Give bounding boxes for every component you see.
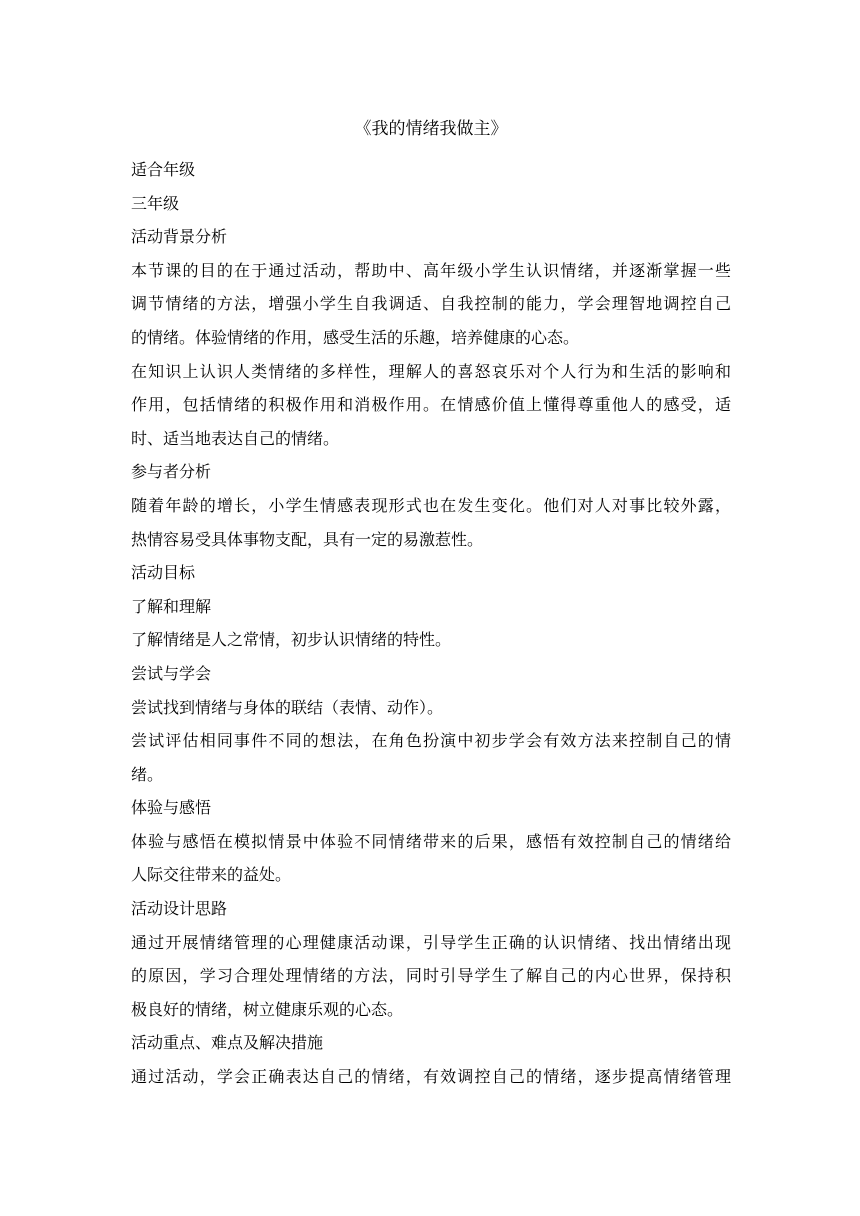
text-line: 了解和理解 [131, 596, 212, 616]
text-line: 活动重点、难点及解决措施 [131, 1033, 324, 1053]
document-body [131, 153, 731, 1094]
text-line: 调节情绪的方法，增强小学生自我调适、自我控制的能力，学会理智地调控自己 [131, 294, 731, 314]
text-line: 极良好的情绪，树立健康乐观的心态。 [131, 999, 404, 1019]
text-line: 人际交往带来的益处。 [131, 865, 292, 885]
text-line: 在知识上认识人类情绪的多样性，理解人的喜怒哀乐对个人行为和生活的影响和 [131, 361, 731, 381]
text-line: 本节课的目的在于通过活动，帮助中、高年级小学生认识情绪，并逐渐掌握一些 [131, 260, 731, 280]
text-line: 通过开展情绪管理的心理健康活动课，引导学生正确的认识情绪、找出情绪出现 [131, 932, 731, 952]
text-line: 三年级 [131, 193, 180, 213]
text-line: 的原因，学习合理处理情绪的方法，同时引导学生了解自己的内心世界，保持积 [131, 966, 731, 986]
text-line: 了解情绪是人之常情，初步认识情绪的特性。 [131, 630, 452, 650]
text-line: 适合年级 [131, 160, 196, 179]
text-line: 绪。 [131, 764, 164, 784]
text-line: 体验与感悟 [131, 798, 212, 818]
text-line: 热情容易受具体事物支配，具有一定的易激惹性。 [131, 529, 484, 549]
text-line: 尝试评估相同事件不同的想法，在角色扮演中初步学会有效方法来控制自己的情 [131, 731, 731, 751]
text-line: 的情绪。体验情绪的作用，感受生活的乐趣，培养健康的心态。 [131, 327, 580, 347]
document-title: 《我的情绪我做主》 [354, 119, 508, 139]
text-line: 参与者分析 [131, 462, 212, 482]
text-line: 随着年龄的增长，小学生情感表现形式也在发生变化。他们对人对事比较外露， [131, 495, 731, 515]
text-line: 尝试找到情绪与身体的联结（表情、动作）。 [131, 697, 444, 717]
text-line: 时、适当地表达自己的情绪。 [131, 428, 340, 448]
text-line: 活动目标 [131, 563, 196, 583]
text-line: 通过活动，学会正确表达自己的情绪，有效调控自己的情绪，逐步提高情绪管理 [131, 1067, 731, 1087]
text-line: 活动设计思路 [131, 899, 228, 919]
text-line: 活动背景分析 [131, 227, 228, 247]
text-line: 作用，包括情绪的积极作用和消极作用。在情感价值上懂得尊重他人的感受，适 [131, 395, 731, 415]
text-line: 尝试与学会 [131, 663, 212, 683]
text-line: 体验与感悟在模拟情景中体验不同情绪带来的后果，感悟有效控制自己的情绪给 [131, 831, 731, 851]
